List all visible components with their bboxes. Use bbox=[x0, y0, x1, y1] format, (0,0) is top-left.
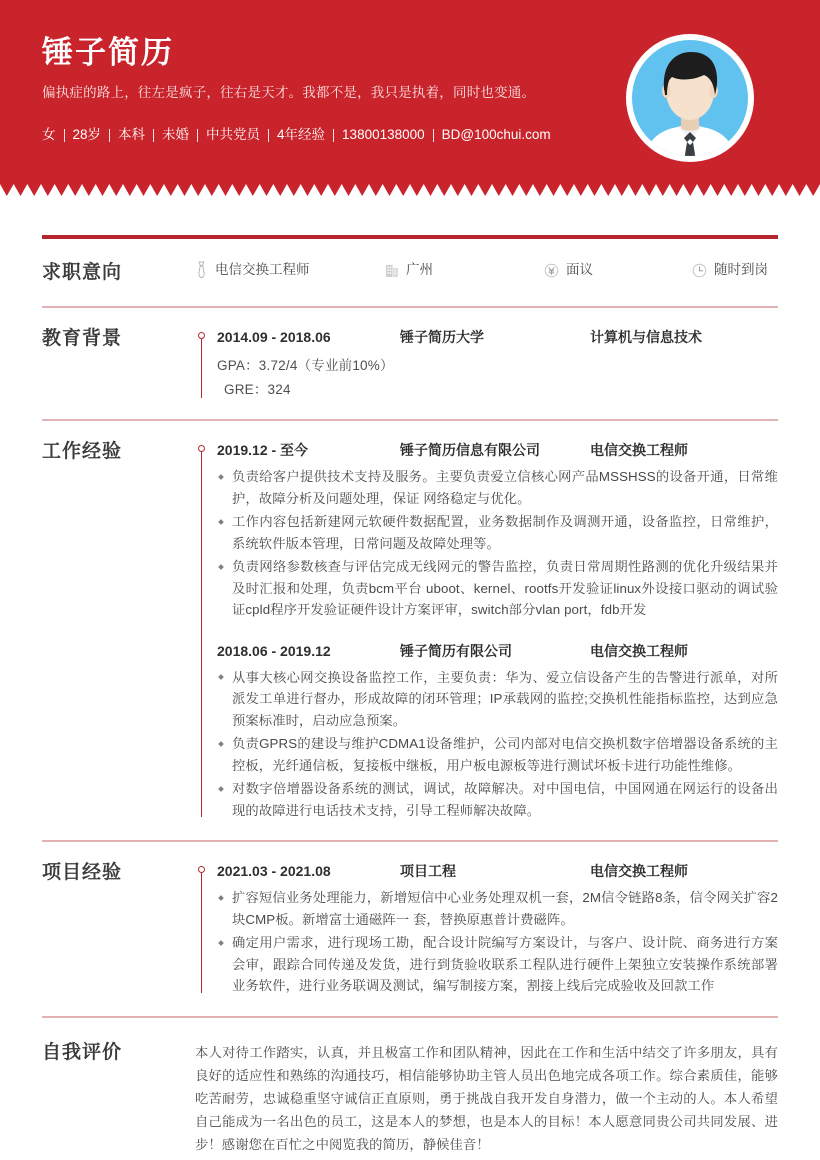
project-date: 2021.03 - 2021.08 bbox=[217, 863, 331, 879]
objective-city-label: 广州 bbox=[406, 262, 433, 277]
education-details bbox=[217, 354, 778, 402]
list-item: 确定用户需求，进行现场工勘，配合设计院编写方案设计，与客户、设计院、商务进行方案会审，跟踪合同传递及发货，进行到货验收联系工程队进行硬件上架独立安装操作系统部署业务软件，进行业务联调及测试，编写制接方案，割接上线后完成验收及回款工作 bbox=[217, 932, 778, 997]
list-item: 扩容短信业务处理能力，新增短信中心业务处理双机一套，2M信令链路8条，信令网关扩容2块CMP板。新增富士通磁阵一 套，替换原惠普计费磁阵。 bbox=[217, 887, 778, 930]
education-school: 锤子简历大学 bbox=[400, 329, 484, 345]
education-entry bbox=[217, 327, 778, 402]
project-entry bbox=[217, 861, 778, 997]
work-company: 锤子简历信息有限公司 bbox=[400, 442, 540, 458]
work-bullets bbox=[217, 667, 778, 822]
work-date: 2019.12 - 至今 bbox=[217, 442, 309, 458]
work-role: 电信交换工程师 bbox=[590, 442, 688, 458]
objective-item-city bbox=[385, 261, 544, 279]
education-date: 2014.09 - 2018.06 bbox=[217, 329, 331, 345]
meta-degree: 本科 bbox=[118, 127, 146, 142]
list-item: 对数字倍增器设备系统的测试，调试，故障解决。对中国电信，中国网通在网运行的设备出现的故障进行电话技术支持，引导工程师解决故障。 bbox=[217, 778, 778, 821]
objective-items bbox=[195, 261, 778, 279]
section-work bbox=[42, 421, 778, 840]
timeline-dot bbox=[198, 332, 205, 339]
section-title-education: 教育背景 bbox=[42, 328, 123, 349]
meta-separator bbox=[153, 129, 154, 142]
section-objective bbox=[42, 239, 778, 306]
list-item: 负责GPRS的建设与维护CDMA1设备维护，公司内部对电信交换机数字倍增器设备系统的主控板，光纤通信板，复接板中继板，用户板电源板等进行测试坏板卡进行功能性维修。 bbox=[217, 733, 778, 776]
project-bullets bbox=[217, 887, 778, 997]
objective-salary-label: 面议 bbox=[566, 262, 593, 277]
page-title: 锤子简历 bbox=[42, 35, 174, 70]
list-item: 从事大核心网交换设备监控工作，主要负责：华为、爱立信设备产生的告警进行派单，对所派发工单进行督办，形成故障的闭环管理；IP承载网的监控;交换机性能指标监控，达到应急预案标准时，启动应急预案。 bbox=[217, 667, 778, 732]
project-name: 项目工程 bbox=[400, 863, 456, 879]
meta-separator bbox=[333, 129, 334, 142]
work-entry bbox=[217, 641, 778, 822]
work-company: 锤子简历有限公司 bbox=[400, 642, 512, 659]
yen-icon bbox=[544, 263, 559, 278]
section-title-objective: 求职意向 bbox=[42, 262, 123, 283]
objective-item-salary bbox=[544, 261, 692, 279]
timeline-dot bbox=[198, 866, 205, 873]
timeline-line bbox=[201, 870, 202, 993]
education-gre: GRE：324 bbox=[224, 382, 291, 397]
work-entry bbox=[217, 440, 778, 621]
education-major: 计算机与信息技术 bbox=[590, 329, 702, 345]
section-education bbox=[42, 308, 778, 419]
meta-political-status: 中共党员 bbox=[206, 127, 261, 142]
education-gpa: GPA：3.72/4（专业前10%） bbox=[217, 358, 394, 373]
resume-header bbox=[0, 0, 820, 196]
work-role: 电信交换工程师 bbox=[590, 642, 688, 659]
zigzag-edge bbox=[0, 182, 820, 196]
work-bullets bbox=[217, 466, 778, 621]
objective-item-position bbox=[195, 261, 385, 279]
list-item: 负责给客户提供技术支持及服务。主要负责爱立信核心网产品MSSHSS的设备开通，日常维护，故障分析及问题处理，保证 网络稳定与优化。 bbox=[217, 466, 778, 509]
objective-availability-label: 随时到岗 bbox=[714, 262, 768, 277]
building-icon bbox=[385, 262, 399, 278]
resume-body bbox=[0, 235, 820, 1160]
section-title-work: 工作经验 bbox=[42, 441, 123, 462]
meta-experience: 4年经验 bbox=[277, 127, 326, 142]
meta-separator bbox=[197, 129, 198, 142]
timeline-line bbox=[201, 449, 202, 817]
objective-position-label: 电信交换工程师 bbox=[215, 262, 310, 277]
list-item: 负责网络参数核查与评估完成无线网元的警告监控，负责日常周期性路测的优化升级结果并及时汇报和处理，负责bcm平台 uboot、kernel、rootfs开发验证linux外设接口驱动的调试验证cpld程序开发验证硬件设计方案评审，switch部分vlan port，fdb开发 bbox=[217, 556, 778, 621]
timeline-dot bbox=[198, 445, 205, 452]
meta-email: BD@100chui.com bbox=[441, 127, 551, 142]
timeline-line bbox=[201, 336, 202, 398]
clock-icon bbox=[692, 263, 707, 278]
work-date: 2018.06 - 2019.12 bbox=[217, 642, 331, 659]
list-item: 工作内容包括新建网元软硬件数据配置，业务数据制作及调测开通，设备监控，日常维护，系统软件版本管理，日常问题及故障处理等。 bbox=[217, 511, 778, 554]
section-title-evaluation: 自我评价 bbox=[42, 1041, 123, 1063]
section-title-project: 项目经验 bbox=[42, 862, 123, 883]
meta-age: 28岁 bbox=[72, 127, 102, 142]
work-timeline bbox=[195, 440, 778, 821]
meta-separator bbox=[109, 129, 110, 142]
project-role: 电信交换工程师 bbox=[590, 863, 688, 879]
tie-icon bbox=[195, 261, 208, 279]
meta-separator bbox=[433, 129, 434, 142]
section-project bbox=[42, 842, 778, 1016]
education-timeline bbox=[195, 327, 778, 402]
meta-separator bbox=[268, 129, 269, 142]
project-timeline bbox=[195, 861, 778, 997]
header-tagline: 偏执症的路上，往左是疯子，往右是天才。我都不是，我只是执着，同时也变通。 bbox=[42, 85, 536, 100]
meta-phone: 13800138000 bbox=[342, 127, 425, 142]
objective-item-availability bbox=[692, 261, 768, 279]
meta-marital-status: 未婚 bbox=[162, 127, 190, 142]
meta-gender: 女 bbox=[42, 127, 56, 142]
avatar bbox=[625, 33, 755, 163]
evaluation-text: 本人对待工作踏实，认真，并且极富工作和团队精神，因此在工作和生活中结交了许多朋友，具有良好的适应性和熟练的沟通技巧，相信能够协助主管人员出色地完成各项工作。综合素质佳，能够吃苦耐劳，忠诚稳重坚守诚信正直原则，勇于挑战自我开发自身潜力，做一个主动的人。本人希望自己能成为一名出色的员工，这是本人的梦想，也是本人的目标！本人愿意同贵公司共同发展、进步！感谢您在百忙之中阅览我的简历，静候佳音！ bbox=[195, 1044, 778, 1152]
meta-separator bbox=[64, 129, 65, 142]
section-evaluation bbox=[42, 1018, 778, 1160]
